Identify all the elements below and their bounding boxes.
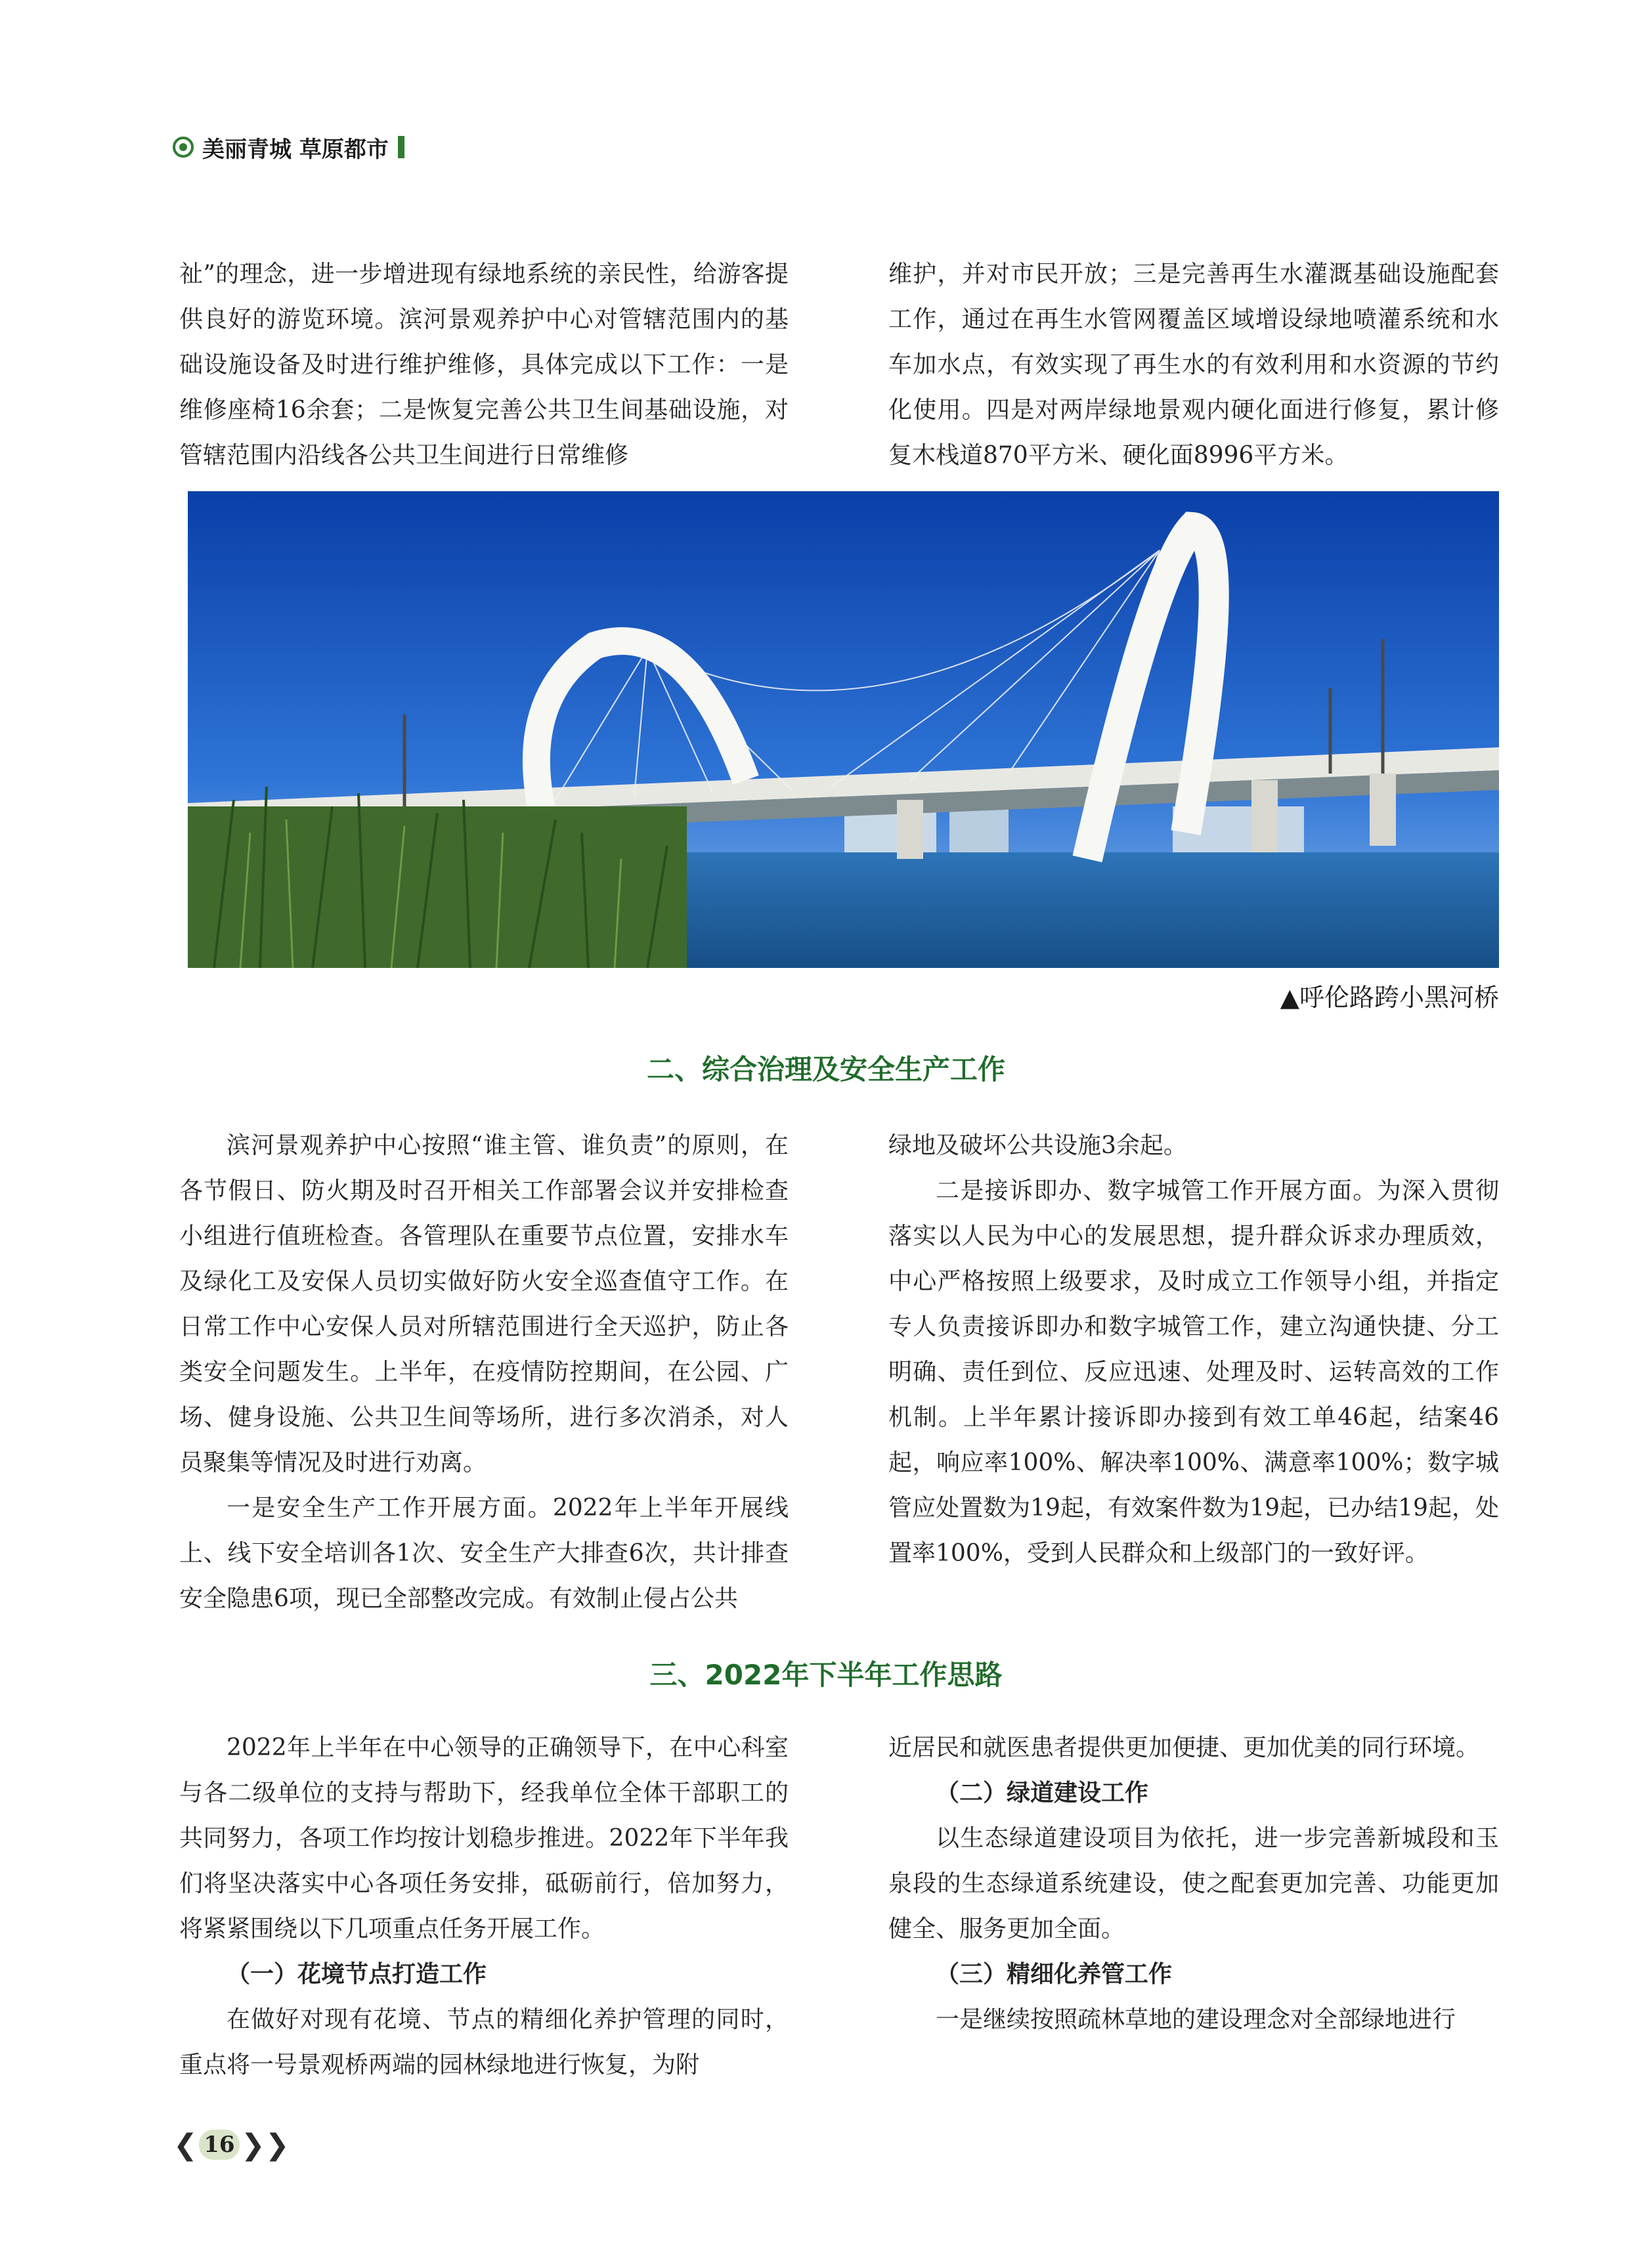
running-header bbox=[172, 129, 404, 165]
paragraph: 2022年上半年在中心领导的正确领导下，在中心科室与各二级单位的支持与帮助下，经我单位全体干部职工的共同努力，各项工作均按计划稳步推进。2022年下半年我们将坚决落实中心各项任务安排，砥砺前行，倍加努力，将紧紧围绕以下几项重点任务开展工作。 bbox=[179, 1734, 789, 1942]
section-title-3: 三、2022年下半年工作思路 bbox=[649, 1659, 1003, 1691]
subheading: （三）精细化养管工作 bbox=[936, 1960, 1173, 1988]
photo-caption: ▲呼伦路跨小黑河桥 bbox=[1280, 983, 1499, 1012]
header-title: 美丽青城 草原都市 bbox=[202, 136, 389, 163]
section3-left-column bbox=[179, 1725, 789, 2088]
page-number-badge bbox=[173, 2126, 290, 2163]
concentric-circle-icon bbox=[172, 136, 194, 158]
header-bar-mark bbox=[398, 136, 404, 158]
section3-right-column bbox=[888, 1725, 1499, 2042]
paragraph: 祉”的理念，进一步增进现有绿地系统的亲民性，给游客提供良好的游览环境。滨河景观养护中心对管辖范围内的基础设施设备及时进行维护维修，具体完成以下工作：一是维修座椅16余套；二是恢复完善公共卫生间基础设施，对管辖范围内沿线各公共卫生间进行日常维修 bbox=[179, 261, 789, 469]
section2-right-column bbox=[888, 1123, 1499, 1576]
paragraph: 一是安全生产工作开展方面。2022年上半年开展线上、线下安全培训各1次、安全生产大排查6次，共计排查安全隐患6项，现已全部整改完成。有效制止侵占公共 bbox=[179, 1495, 789, 1612]
paragraph: 绿地及破坏公共设施3余起。 bbox=[888, 1132, 1187, 1159]
paragraph: 一是继续按照疏林草地的建设理念对全部绿地进行 bbox=[936, 2006, 1456, 2033]
paragraph: 滨河景观养护中心按照“谁主管、谁负责”的原则，在各节假日、防火期及时召开相关工作部署会议并安排检查小组进行值班检查。各管理队在重要节点位置，安排水车及绿化工及安保人员切实做好防火安全巡查值守工作。在日常工作中心安保人员对所辖范围进行全天巡护，防止各类安全问题发生。上半年，在疫情防控期间，在公园、广场、健身设施、公共卫生间等场所，进行多次消杀，对人员聚集等情况及时进行劝离。 bbox=[179, 1132, 789, 1476]
paragraph: 二是接诉即办、数字城管工作开展方面。为深入贯彻落实以人民为中心的发展思想，提升群众诉求办理质效，中心严格按照上级要求，及时成立工作领导小组，并指定专人负责接诉即办和数字城管工作，建立沟通快捷、分工明确、责任到位、反应迅速、处理及时、运转高效的工作机制。上半年累计接诉即办接到有效工单46起，结案46起，响应率100%、解决率100%、满意率100%；数字城管应处置数为19起，有效案件数为19起，已办结19起，处置率100%，受到人民群众和上级部门的一致好评。 bbox=[888, 1177, 1499, 1567]
subheading: （一）花境节点打造工作 bbox=[227, 1960, 487, 1988]
subheading: （二）绿道建设工作 bbox=[936, 1779, 1149, 1807]
chevron-right-icon: ❯❯ bbox=[240, 2128, 290, 2162]
section2-left-column bbox=[179, 1123, 789, 1621]
page-number: 16 bbox=[199, 2130, 240, 2160]
section-title-2: 二、综合治理及安全生产工作 bbox=[646, 1053, 1005, 1085]
bridge-photo bbox=[188, 491, 1499, 968]
paragraph: 近居民和就医患者提供更加便捷、更加优美的同行环境。 bbox=[888, 1734, 1480, 1761]
paragraph: 以生态绿道建设项目为依托，进一步完善新城段和玉泉段的生态绿道系统建设，使之配套更加完善、功能更加健全、服务更加全面。 bbox=[888, 1825, 1499, 1942]
paragraph: 维护，并对市民开放；三是完善再生水灌溉基础设施配套工作，通过在再生水管网覆盖区域增设绿地喷灌系统和水车加水点，有效实现了再生水的有效利用和水资源的节约化使用。四是对两岸绿地景观内硬化面进行修复，累计修复木栈道870平方米、硬化面8996平方米。 bbox=[888, 261, 1499, 469]
top-right-column bbox=[888, 252, 1499, 478]
top-left-column bbox=[179, 252, 789, 478]
chevron-left-icon: ❮ bbox=[173, 2128, 198, 2162]
paragraph: 在做好对现有花境、节点的精细化养护管理的同时，重点将一号景观桥两端的园林绿地进行恢复，为附 bbox=[179, 2006, 789, 2078]
